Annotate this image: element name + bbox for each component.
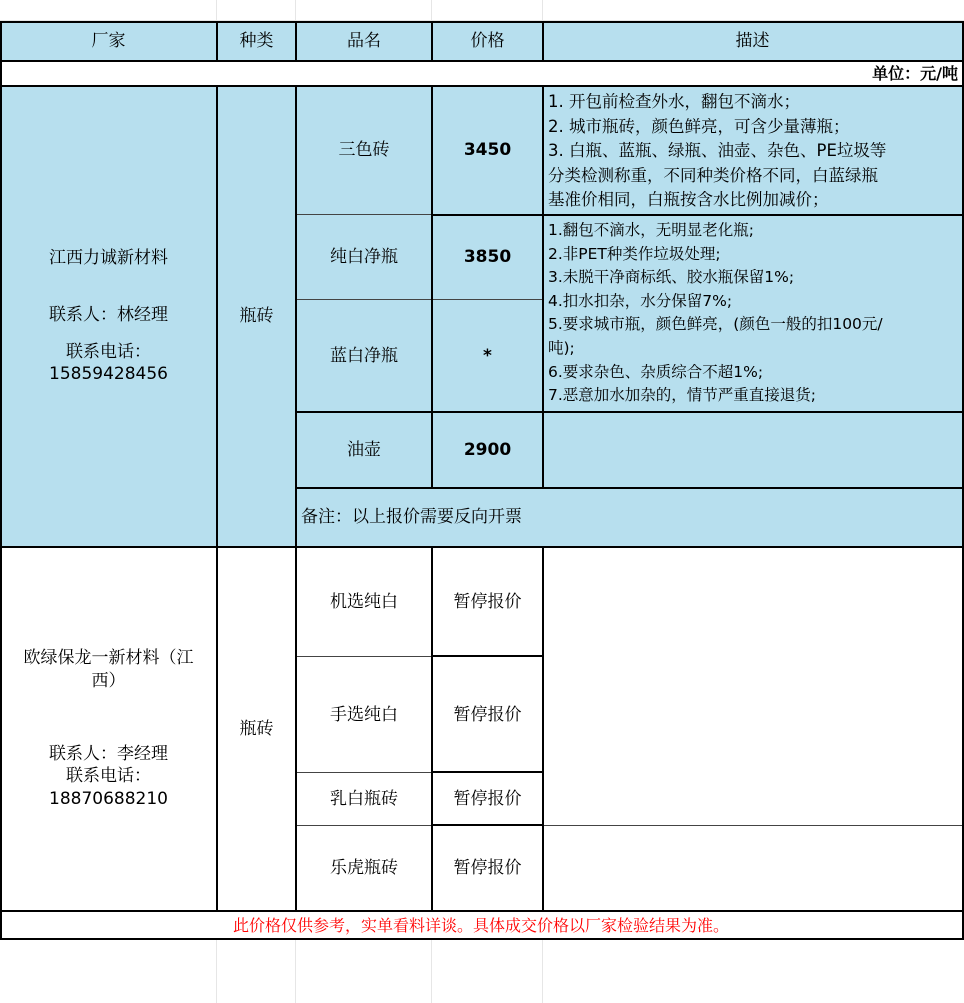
vendor1-phone: 15859428456 (49, 364, 168, 385)
desc2-line-8: 7.恶意加水加杂的，情节严重直接退货; (548, 386, 817, 405)
vendor2-phone-label: 联系电话： (66, 766, 151, 787)
border-col4-v2 (542, 546, 544, 912)
desc2-line-6: 吨); (548, 338, 575, 357)
border-v2-row2-left (296, 772, 432, 773)
desc1-line-2: 2. 城市瓶砖，颜色鲜亮，可含少量薄瓶； (548, 116, 850, 136)
vendor1-price-2: 3850 (432, 215, 543, 300)
vendor1-note: 备注：以上报价需要反向开票 (296, 488, 962, 547)
header-type: 种类 (217, 22, 296, 60)
vendor1-price-1: 3450 (432, 86, 543, 215)
border-v2-row3-desc (543, 825, 964, 826)
vendor2-product-1: 机选纯白 (296, 547, 432, 657)
header-product: 品名 (296, 22, 432, 60)
border-col4-head (542, 21, 544, 62)
vendor2-phone: 18870688210 (49, 789, 168, 810)
desc2-line-5: 5.要求城市瓶，颜色鲜亮，(颜色一般的扣100元/ (548, 315, 883, 334)
desc1-line-4: 分类检测称重，不同种类价格不同，白蓝绿瓶 (548, 165, 878, 185)
border-col3-v2 (431, 546, 433, 912)
header-price: 价格 (432, 22, 543, 60)
vendor2-price-4: 暂停报价 (432, 826, 543, 911)
border-v2-bottom (0, 910, 964, 912)
border-col2-head (295, 21, 297, 62)
desc1-line-5: 基准价相同，白瓶按含水比例加减价； (548, 190, 829, 210)
vendor1-name: 江西力诚新材料 (49, 247, 168, 268)
desc2-line-4: 4.扣水扣杂，水分保留7%; (548, 291, 733, 310)
border-v1-row1 (431, 214, 964, 216)
border-v2-row3-left (296, 825, 432, 826)
border-col3-v1 (431, 85, 433, 489)
vendor2-product-4: 乐虎瓶砖 (296, 826, 432, 911)
vendor2-price-2: 暂停报价 (432, 657, 543, 773)
footer-note: 此价格仅供参考，实单看料详谈。具体成交价格以厂家检验结果为准。 (0, 911, 962, 940)
border-top (0, 21, 964, 23)
vendor1-product-2: 纯白净瓶 (296, 215, 432, 300)
vendor1-phone-label: 联系电话： (66, 341, 151, 362)
vendor1-product-3: 蓝白净瓶 (296, 300, 432, 412)
desc1-line-3: 3. 白瓶、蓝瓶、绿瓶、油壶、杂色、PE垃圾等 (548, 141, 887, 161)
border-footer-bottom (0, 938, 964, 940)
vendor2-type: 瓶砖 (217, 547, 296, 911)
border-col4-v1 (542, 85, 544, 489)
vendor2-price-1: 暂停报价 (432, 547, 543, 657)
vendor1-info (0, 86, 217, 547)
vendor1-contact: 联系人：林经理 (49, 304, 168, 325)
border-v2-row2-right (432, 771, 543, 773)
desc2-line-3: 3.未脱干净商标纸、胶水瓶保留1%; (548, 268, 795, 287)
vendor2-name-line1: 欧绿保龙一新材料（江 (23, 647, 194, 668)
vendor1-type: 瓶砖 (217, 86, 296, 547)
vendor2-product-3: 乳白瓶砖 (296, 773, 432, 826)
border-v1-row4 (296, 487, 964, 489)
vendor1-product-1: 三色砖 (296, 86, 432, 215)
border-v2-row1-right (432, 655, 543, 657)
vendor2-price-3: 暂停报价 (432, 773, 543, 826)
vendor2-contact: 联系人：李经理 (49, 743, 168, 764)
border-unit-bottom (0, 85, 964, 87)
border-v1-row3 (296, 411, 964, 413)
border-header-bottom (0, 60, 964, 62)
desc2-line-1: 1.翻包不滴水，无明显老化瓶; (548, 221, 755, 239)
desc2-line-2: 2.非PET种类作垃圾处理; (548, 244, 721, 263)
border-v2-row1-left (296, 656, 432, 657)
vendor1-desc-3 (543, 412, 962, 488)
vendor1-price-3: * (432, 300, 543, 412)
border-v1-bottom (0, 546, 964, 548)
vendor1-desc-1 (543, 86, 962, 215)
vendor2-info (0, 547, 217, 911)
border-v1-row1-left (296, 214, 432, 215)
border-col3-head (431, 21, 433, 62)
border-v2-row3-right (432, 824, 543, 826)
desc2-line-7: 6.要求杂色、杂质综合不超1%; (548, 362, 764, 381)
vendor1-desc-2 (543, 215, 962, 412)
border-left (0, 21, 2, 940)
header-desc: 描述 (543, 22, 962, 60)
header-vendor: 厂家 (0, 22, 217, 60)
border-col1-head (216, 21, 218, 62)
border-col2-body (295, 85, 297, 912)
vendor2-product-2: 手选纯白 (296, 657, 432, 773)
desc1-line-1: 1. 开包前检查外水，翻包不滴水； (548, 92, 800, 111)
unit-label: 单位：元/吨 (0, 62, 962, 86)
vendor1-price-4: 2900 (432, 412, 543, 488)
border-v1-row2 (296, 299, 543, 300)
vendor2-name-line2: 西） (91, 670, 126, 691)
border-col1-body (216, 85, 218, 912)
vendor1-product-4: 油壶 (296, 412, 432, 488)
